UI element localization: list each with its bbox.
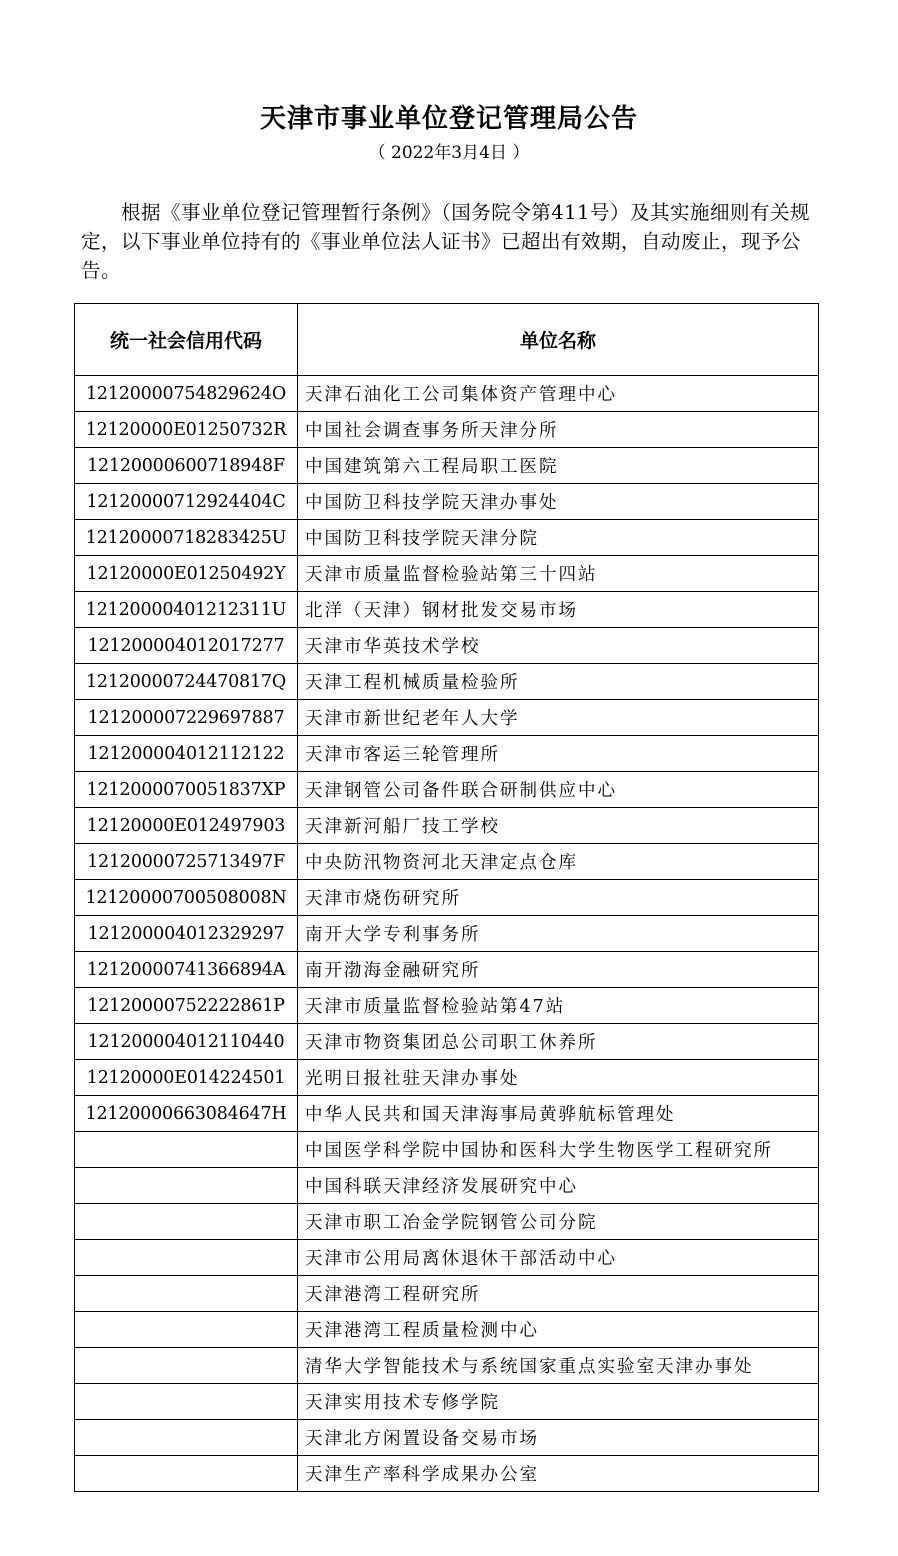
unit-name-cell: 天津港湾工程质量检测中心 [298,1312,819,1348]
credit-code-cell [75,1240,298,1276]
credit-code-cell: 12120000754829624O [75,376,298,412]
credit-code-cell [75,1420,298,1456]
unit-name-cell: 中国防卫科技学院天津办事处 [298,484,819,520]
unit-name-cell: 天津北方闲置设备交易市场 [298,1420,819,1456]
credit-code-cell: 12120000663084647H [75,1096,298,1132]
unit-name-cell: 中国建筑第六工程局职工医院 [298,448,819,484]
credit-code-cell: 12120000E014224501 [75,1060,298,1096]
table-row [75,556,819,592]
credit-code-cell: 12120000E01250732R [75,412,298,448]
table-row [75,628,819,664]
table-row [75,484,819,520]
table-row [75,664,819,700]
table-row [75,736,819,772]
table-row [75,916,819,952]
announcement-date: （ 2022年3月4日 ） [368,143,530,163]
credit-code-cell: 12120000725713497F [75,844,298,880]
unit-name-cell: 中国防卫科技学院天津分院 [298,520,819,556]
table-row [75,1456,819,1492]
unit-name-cell: 天津市职工冶金学院钢管公司分院 [298,1204,819,1240]
table-row [75,1348,819,1384]
credit-code-cell: 12120000724470817Q [75,664,298,700]
unit-name-cell: 光明日报社驻天津办事处 [298,1060,819,1096]
table-row [75,1132,819,1168]
announcement-title: 天津市事业单位登记管理局公告 [259,104,638,134]
unit-name-cell: 天津市公用局离休退休干部活动中心 [298,1240,819,1276]
table-row [75,988,819,1024]
unit-name-cell: 南开渤海金融研究所 [298,952,819,988]
credit-code-cell: 12120000600718948F [75,448,298,484]
unit-name-cell: 中国社会调查事务所天津分所 [298,412,819,448]
table-row [75,1096,819,1132]
unit-name-cell: 中华人民共和国天津海事局黄骅航标管理处 [298,1096,819,1132]
table-row [75,412,819,448]
header-unit-name: 单位名称 [298,304,819,376]
credit-code-cell: 121200004012329297 [75,916,298,952]
table-row [75,520,819,556]
credit-code-cell [75,1276,298,1312]
unit-name-cell: 天津生产率科学成果办公室 [298,1456,819,1492]
table-row [75,1240,819,1276]
credit-code-cell: 12120000741366894A [75,952,298,988]
table-row [75,1024,819,1060]
table-row [75,880,819,916]
unit-name-cell: 天津石油化工公司集体资产管理中心 [298,376,819,412]
credit-code-cell: 12120000E01250492Y [75,556,298,592]
table-header-row [75,304,819,376]
table-row [75,952,819,988]
table-row [75,772,819,808]
credit-code-cell [75,1456,298,1492]
credit-code-cell: 121200004012017277 [75,628,298,664]
unit-name-cell: 天津市质量监督检验站第三十四站 [298,556,819,592]
credit-code-cell: 12120000712924404C [75,484,298,520]
credit-code-cell: 12120000E012497903 [75,808,298,844]
unit-name-cell: 天津新河船厂技工学校 [298,808,819,844]
unit-name-cell: 天津市质量监督检验站第47站 [298,988,819,1024]
credit-code-cell [75,1312,298,1348]
unit-name-cell: 北洋（天津）钢材批发交易市场 [298,592,819,628]
credit-code-cell [75,1348,298,1384]
table-row [75,808,819,844]
unit-name-cell: 天津实用技术专修学院 [298,1384,819,1420]
credit-code-cell: 12120000752222861P [75,988,298,1024]
table-row [75,1204,819,1240]
table-row [75,592,819,628]
unit-name-cell: 中国科联天津经济发展研究中心 [298,1168,819,1204]
header-credit-code: 统一社会信用代码 [75,304,298,376]
unit-name-cell: 中央防汛物资河北天津定点仓库 [298,844,819,880]
announcement-intro: 根据《事业单位登记管理暂行条例》（国务院令第411号）及其实施细则有关规定，以下事业单位持有的《事业单位法人证书》已超出有效期，自动废止，现予公告。 [81,201,810,282]
unit-name-cell: 南开大学专利事务所 [298,916,819,952]
credit-code-cell: 121200004012110440 [75,1024,298,1060]
unit-name-cell: 中国医学科学院中国协和医科大学生物医学工程研究所 [298,1132,819,1168]
credit-code-cell [75,1132,298,1168]
table-row [75,1168,819,1204]
table-row [75,844,819,880]
unit-name-cell: 天津市烧伤研究所 [298,880,819,916]
credit-code-cell: 12120000700508008N [75,880,298,916]
table-row [75,376,819,412]
revoked-units-table [74,303,819,1492]
unit-name-cell: 天津市物资集团总公司职工休养所 [298,1024,819,1060]
unit-name-cell: 天津钢管公司备件联合研制供应中心 [298,772,819,808]
table-row [75,448,819,484]
credit-code-cell: 121200007229697887 [75,700,298,736]
table-body [75,376,819,1492]
credit-code-cell: 1212000070051837XP [75,772,298,808]
table-row [75,1276,819,1312]
unit-name-cell: 天津港湾工程研究所 [298,1276,819,1312]
unit-name-cell: 天津市客运三轮管理所 [298,736,819,772]
unit-name-cell: 天津市华英技术学校 [298,628,819,664]
credit-code-cell: 12120000401212311U [75,592,298,628]
credit-code-cell [75,1168,298,1204]
table-row [75,1420,819,1456]
table-row [75,1312,819,1348]
unit-name-cell: 天津市新世纪老年人大学 [298,700,819,736]
unit-name-cell: 清华大学智能技术与系统国家重点实验室天津办事处 [298,1348,819,1384]
table-row [75,1060,819,1096]
table-row [75,700,819,736]
credit-code-cell: 12120000718283425U [75,520,298,556]
credit-code-cell: 121200004012112122 [75,736,298,772]
credit-code-cell [75,1384,298,1420]
credit-code-cell [75,1204,298,1240]
unit-name-cell: 天津工程机械质量检验所 [298,664,819,700]
table-row [75,1384,819,1420]
